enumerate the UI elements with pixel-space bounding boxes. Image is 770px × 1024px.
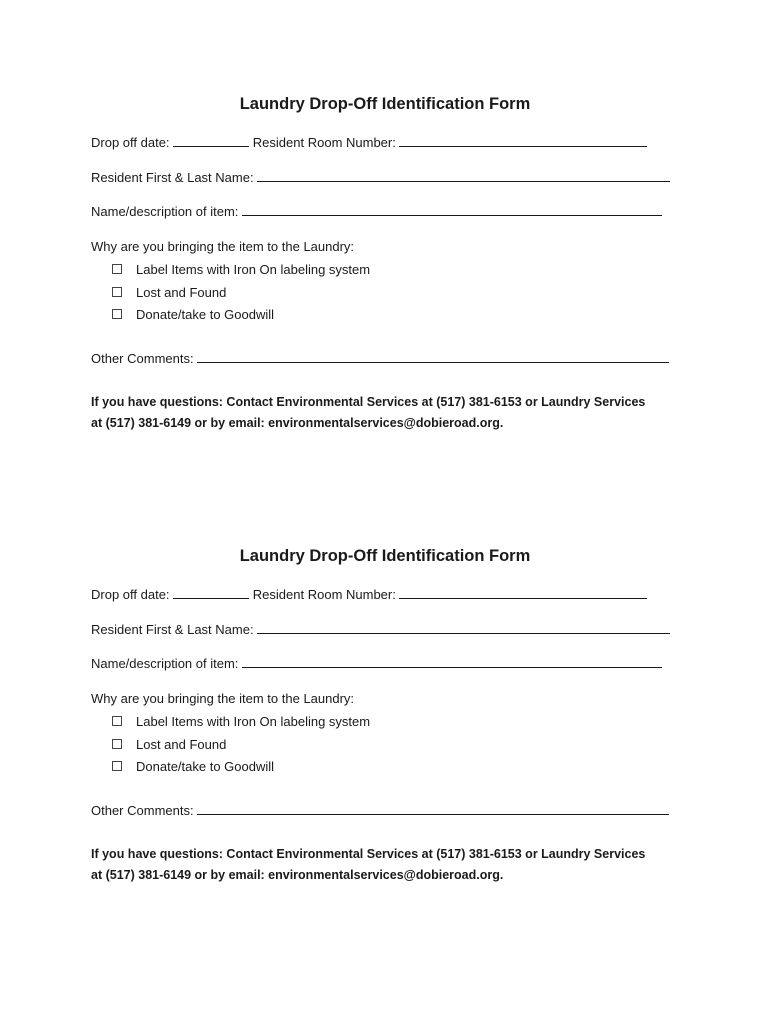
- contact-line: If you have questions: Contact Environmental Services at (517) 381-6153 or Laundry Services: [91, 395, 646, 409]
- room-number-label: Resident Room Number:: [252, 587, 396, 602]
- option-label: Label Items with Iron On labeling system: [136, 714, 371, 729]
- reason-question: Why are you bringing the item to the Laundry:: [91, 691, 355, 706]
- option-label: Donate/take to Goodwill: [136, 307, 275, 322]
- resident-name-field[interactable]: [257, 622, 670, 634]
- option-label: Lost and Found: [136, 737, 227, 752]
- drop-off-row: [91, 135, 647, 150]
- drop-off-row: [91, 587, 647, 602]
- room-number-label: Resident Room Number:: [252, 135, 396, 150]
- checkbox[interactable]: [112, 761, 122, 771]
- item-description-row: [91, 204, 662, 219]
- resident-name-row: [91, 622, 670, 637]
- drop-off-date-field[interactable]: [173, 135, 249, 147]
- checkbox[interactable]: [112, 264, 122, 274]
- drop-off-date-label: Drop off date:: [91, 135, 170, 150]
- option-donate-goodwill[interactable]: [112, 759, 274, 774]
- option-iron-on-labeling[interactable]: [112, 714, 370, 729]
- checkbox[interactable]: [112, 716, 122, 726]
- option-label: Lost and Found: [136, 285, 227, 300]
- contact-line: If you have questions: Contact Environmental Services at (517) 381-6153 or Laundry Services: [91, 847, 646, 861]
- laundry-form-2: [0, 547, 770, 987]
- checkbox[interactable]: [112, 287, 122, 297]
- contact-note: [91, 844, 691, 886]
- form-title: Laundry Drop-Off Identification Form: [239, 547, 531, 565]
- item-description-label: Name/description of item:: [91, 204, 239, 219]
- comments-label: Other Comments:: [91, 803, 194, 818]
- option-iron-on-labeling[interactable]: [112, 262, 370, 277]
- drop-off-date-label: Drop off date:: [91, 587, 170, 602]
- room-number-field[interactable]: [399, 135, 647, 147]
- room-number-field[interactable]: [399, 587, 647, 599]
- drop-off-date-field[interactable]: [173, 587, 249, 599]
- contact-line: at (517) 381-6149 or by email: environmentalservices@dobieroad.org.: [91, 416, 504, 430]
- item-description-field[interactable]: [242, 656, 662, 668]
- contact-note: [91, 392, 691, 434]
- item-description-row: [91, 656, 662, 671]
- comments-row: [91, 803, 669, 818]
- option-lost-and-found[interactable]: [112, 285, 226, 300]
- option-label: Label Items with Iron On labeling system: [136, 262, 371, 277]
- form-title: Laundry Drop-Off Identification Form: [239, 95, 531, 113]
- contact-line: at (517) 381-6149 or by email: environmentalservices@dobieroad.org.: [91, 868, 504, 882]
- checkbox[interactable]: [112, 309, 122, 319]
- resident-name-row: [91, 170, 670, 185]
- comments-field[interactable]: [197, 803, 669, 815]
- resident-name-field[interactable]: [257, 170, 670, 182]
- option-label: Donate/take to Goodwill: [136, 759, 275, 774]
- option-donate-goodwill[interactable]: [112, 307, 274, 322]
- comments-label: Other Comments:: [91, 351, 194, 366]
- reason-question: Why are you bringing the item to the Laundry:: [91, 239, 355, 254]
- item-description-label: Name/description of item:: [91, 656, 239, 671]
- laundry-form-1: [0, 95, 770, 535]
- resident-name-label: Resident First & Last Name:: [91, 622, 254, 637]
- comments-field[interactable]: [197, 351, 669, 363]
- option-lost-and-found[interactable]: [112, 737, 226, 752]
- item-description-field[interactable]: [242, 204, 662, 216]
- resident-name-label: Resident First & Last Name:: [91, 170, 254, 185]
- comments-row: [91, 351, 669, 366]
- checkbox[interactable]: [112, 739, 122, 749]
